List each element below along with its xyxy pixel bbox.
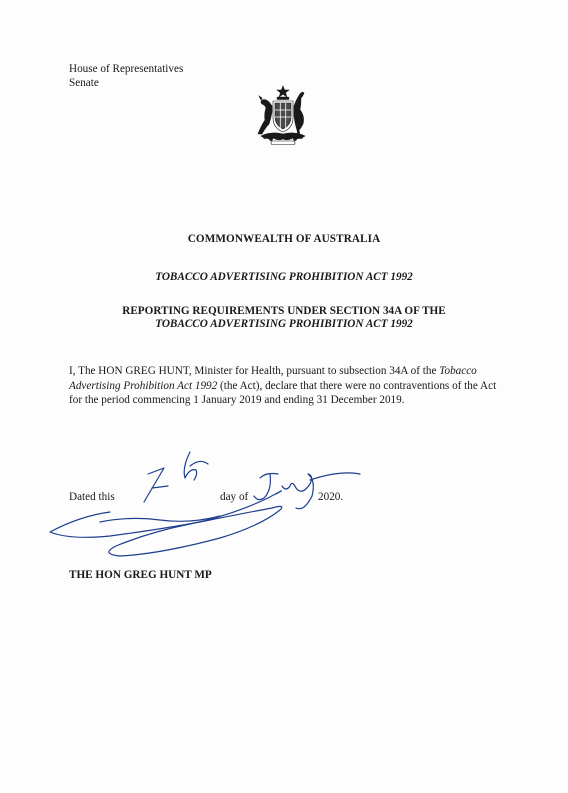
chamber-house-of-representatives: House of Representatives: [69, 63, 184, 75]
dated-day-of: day of: [220, 491, 249, 503]
declaration-paragraph: [69, 364, 499, 408]
dated-year: 2020.: [318, 491, 344, 503]
handwritten-signature-icon: [40, 450, 380, 565]
chamber-senate: Senate: [69, 77, 99, 89]
declaration-part1: I, The HON GREG HUNT, Minister for Health, pursuant to subsection 34A of the: [69, 365, 440, 377]
report-heading-line1: REPORTING REQUIREMENTS UNDER SECTION 34A OF THE: [122, 305, 446, 317]
declaration-part2: (the Act), declare that there were no contraventions of the Act for the period commencing 1 January 2019 and ending 31 December 2019.: [69, 379, 497, 406]
dated-prefix: Dated this: [69, 491, 115, 503]
report-heading: [0, 305, 568, 331]
chamber-block: [69, 62, 183, 90]
act-name: TOBACCO ADVERTISING PROHIBITION ACT 1992: [155, 271, 413, 283]
document-title: COMMONWEALTH OF AUSTRALIA: [187, 233, 381, 245]
signer-name: THE HON GREG HUNT MP: [69, 569, 212, 581]
declaration-act-italic: Tobacco Advertising Prohibition Act 1992: [69, 365, 477, 392]
report-heading-line2: TOBACCO ADVERTISING PROHIBITION ACT 1992: [155, 318, 413, 330]
coat-of-arms-icon: [253, 84, 313, 146]
